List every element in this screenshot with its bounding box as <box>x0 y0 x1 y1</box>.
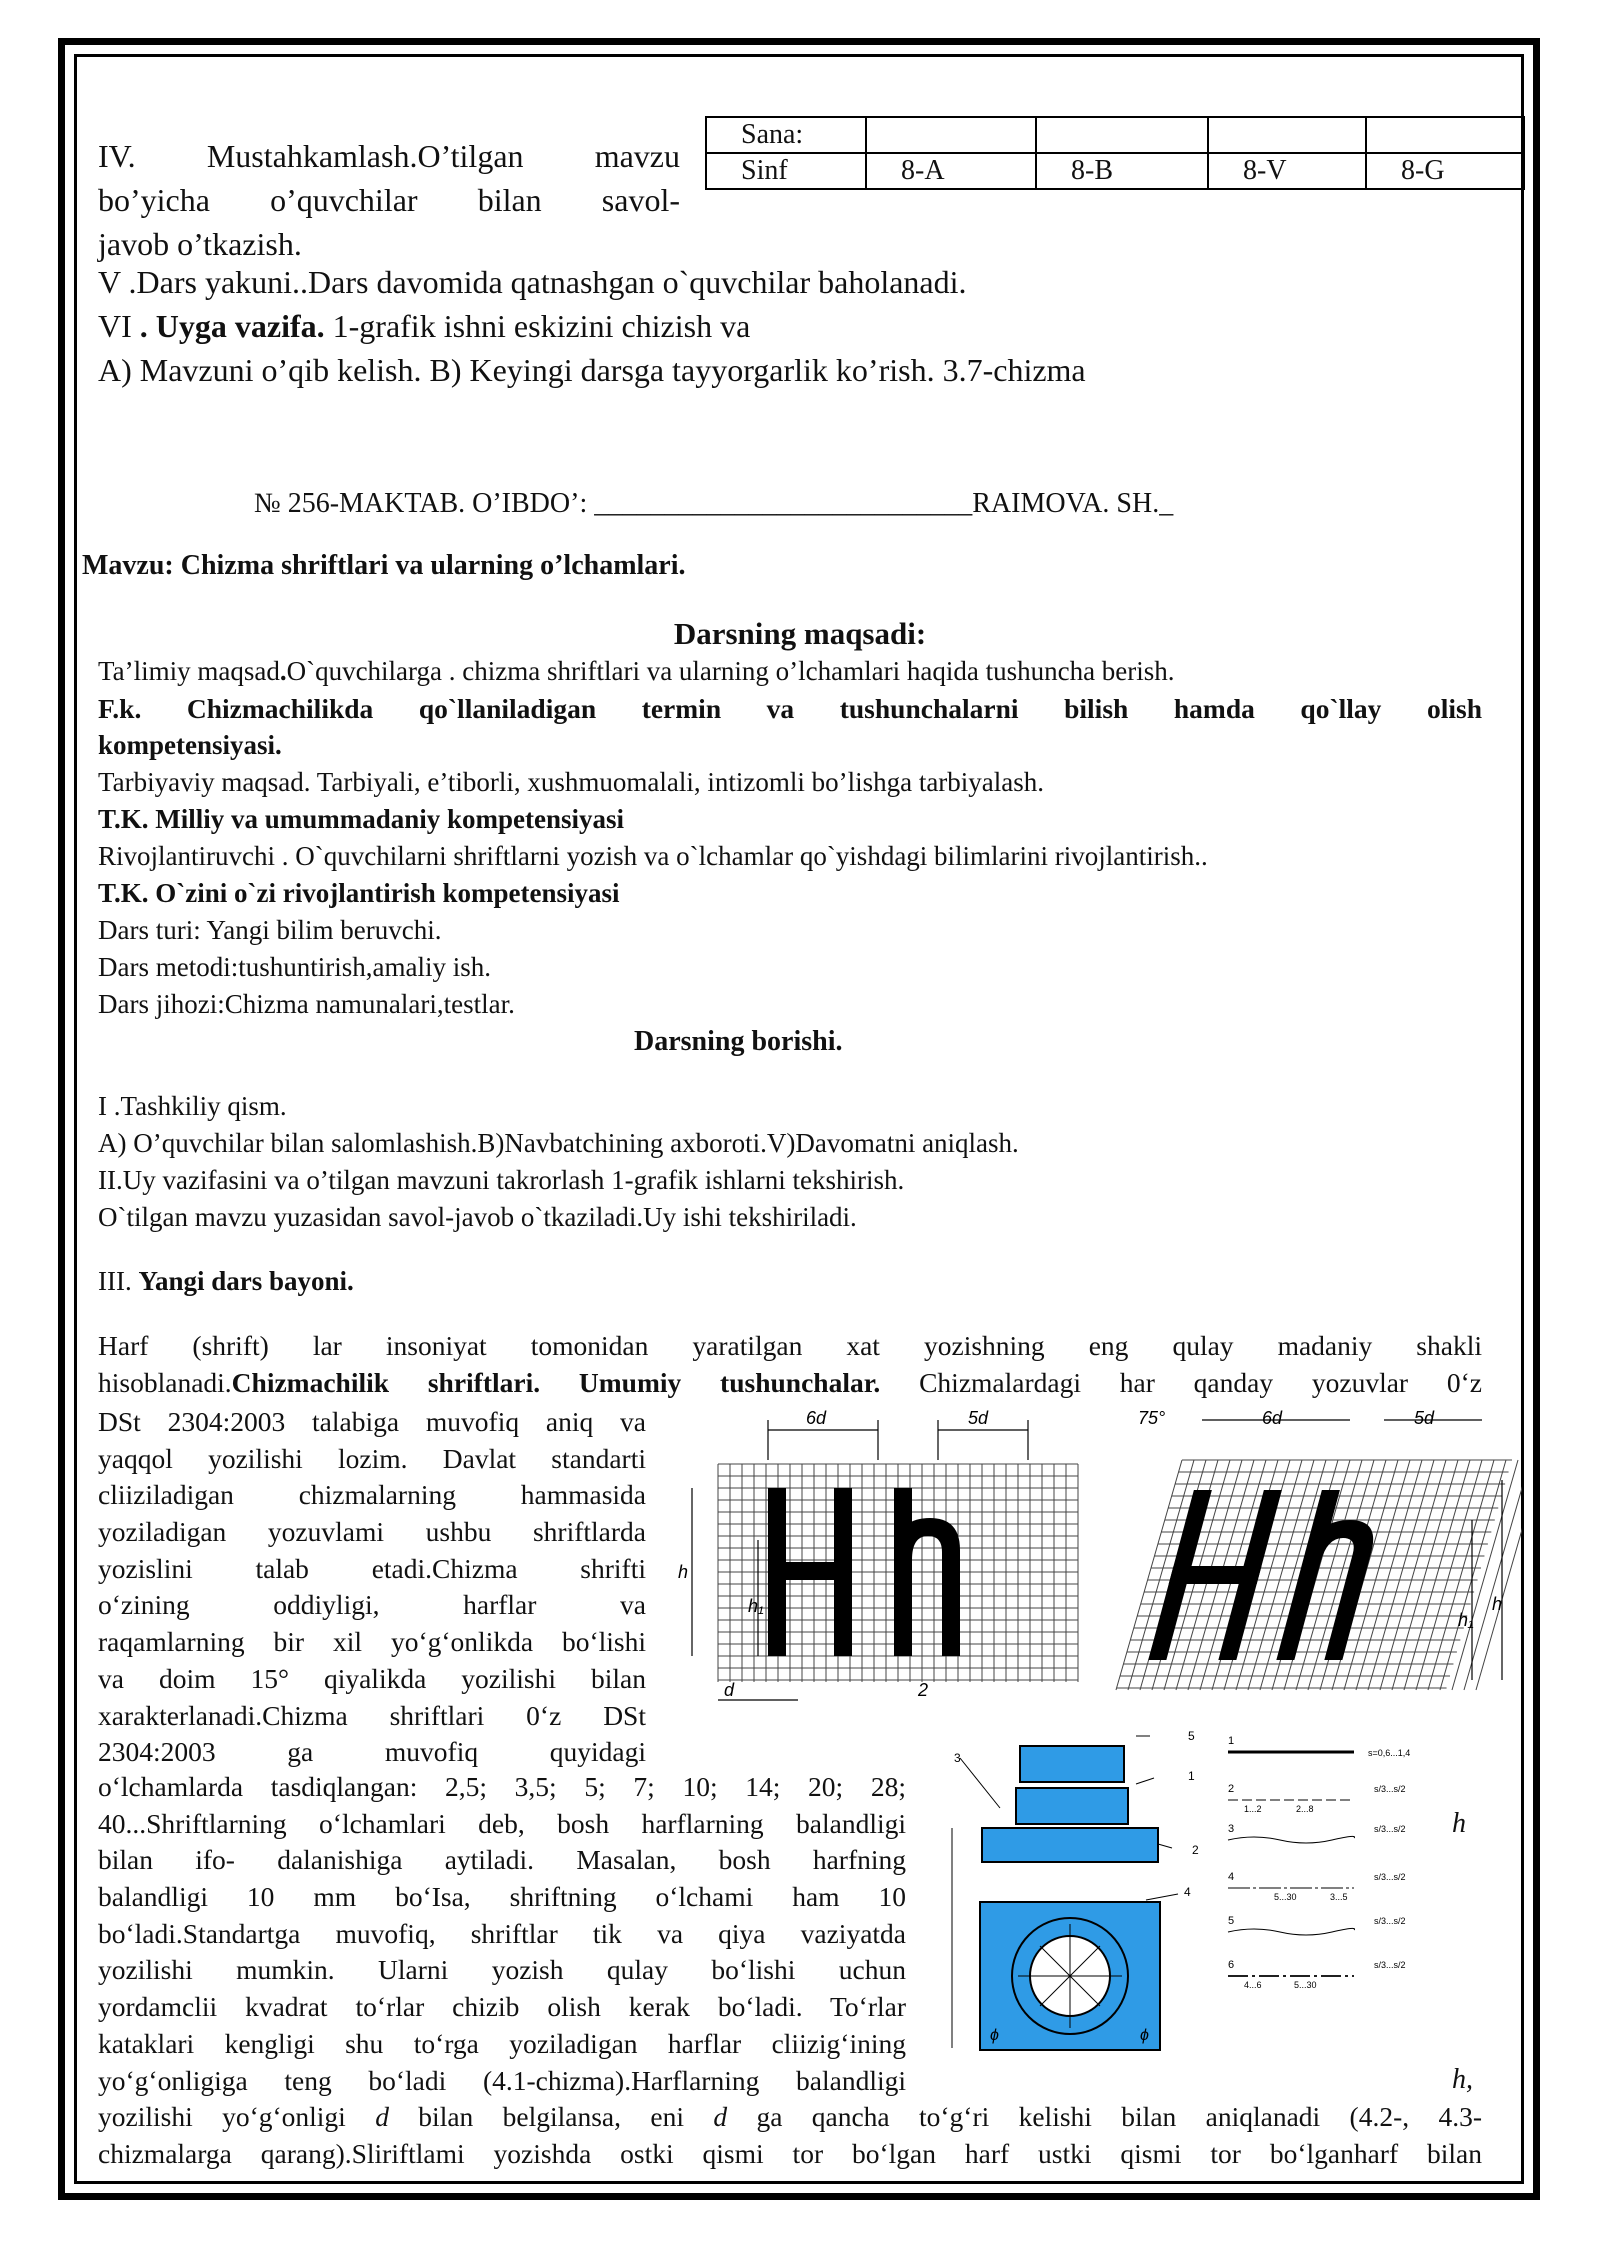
homework-check: II.Uy vazifasini va o’tilgan mavzuni takrorlash 1-grafik ishlarni tekshirish. <box>98 1165 905 1195</box>
body-line: 2304:2003 ga muvofiq quyidagi <box>98 1736 646 1768</box>
body-line: cliiziladigan chizmalarning hammasida <box>98 1479 646 1511</box>
fk-line1: F.k. Chizmachilikda qo`llaniladigan termin va tushunchalarni bilish hamda qo`llay olish <box>98 693 1482 724</box>
class-cell: 8-A <box>866 153 1036 189</box>
lesson-method: Dars metodi:tushuntirish,amaliy ish. <box>98 952 491 982</box>
line-num-5: 5 <box>1228 1915 1235 1927</box>
body-line: chizmalarga qarang).Sliriftlami yozishda ostki qismi tor bo‘lgan harf ustki qismi tor bo‘lganharf bilan <box>98 2138 1482 2169</box>
dim-h: h <box>1492 1594 1503 1614</box>
dim-5d: 5d <box>968 1408 989 1428</box>
line-num-4: 4 <box>1228 1871 1235 1883</box>
line-label: s/3...s/2 <box>1374 1960 1406 1970</box>
dim-h1: h₁ <box>1458 1610 1474 1630</box>
figure-italic-hh <box>1102 1400 1522 1700</box>
body-line: Harf (shrift) lar insoniyat tomonidan yaratilgan xat yozishning eng qulay madaniy shakli <box>98 1330 1482 1361</box>
class-cell: 8-B <box>1036 153 1208 189</box>
dim-2: 2 <box>918 1680 929 1700</box>
body-line: yo‘g‘onligiga teng bo‘ladi (4.1-chizma).Harflarning balandligi <box>98 2064 906 2096</box>
body-line: yaqqol yozilishi lozim. Davlat standarti <box>98 1442 646 1474</box>
body-line: yoziladigan yozuvlami ushbu shriftlarda <box>98 1516 646 1548</box>
body-line: yozislini talab etadi.Chizma shrifti <box>98 1552 646 1584</box>
line-label: s/3...s/2 <box>1374 1872 1406 1882</box>
line-num-2: 2 <box>1228 1783 1235 1795</box>
body-line: balandligi 10 mm bo‘Isa, shriftning o‘lchami ham 10 <box>98 1881 906 1913</box>
lesson-type: Dars turi: Yangi bilim beruvchi. <box>98 915 442 945</box>
item-6-line2: A) Mavzuni o’qib kelish. B) Keyingi darsga tayyorgarlik ko’rish. 3.7-chizma <box>98 352 1086 388</box>
lesson-equipment: Dars jihozi:Chizma namunalari,testlar. <box>98 989 515 1019</box>
phi-right: ϕ <box>1140 2027 1149 2044</box>
body-line: kataklari kengligi shu to‘rga yoziladigan harflar cliizig‘ining <box>98 2027 906 2059</box>
body-line: va doim 15° qiyalikda yozilishi bilan <box>98 1662 646 1694</box>
homework-check-2: O`tilgan mavzu yuzasidan savol-javob o`tkaziladi.Uy ishi tekshiriladi. <box>98 1202 857 1232</box>
dash-label: 4...6 <box>1244 1980 1262 1990</box>
dash-label: 5...30 <box>1294 1980 1317 1990</box>
middle-column-text <box>98 1771 906 2101</box>
upbringing-goal: Tarbiyaviy maqsad. Tarbiyali, e’tiborli, xushmuomalali, intizomli bo’lishga tarbiyalash. <box>98 767 1045 797</box>
educational-goal: Ta’limiy maqsad.O`quvchilarga . chizma shriftlari va ularning o’lchamlari haqida tushuncha berish. <box>98 656 1175 686</box>
tk-2: T.K. O`zini o`zi rivojlantirish kompetensiyasi <box>98 878 620 908</box>
letter-shapes-italic <box>1148 1490 1388 1660</box>
class-cell: 8-V <box>1208 153 1366 189</box>
dim-5d: 5d <box>1414 1408 1435 1428</box>
body-line: bilan ifo- dalanishiga aytiladi. Masalan, bosh harfning <box>98 1844 906 1876</box>
sinf-label: Sinf <box>706 153 866 189</box>
body-line: o‘lchamlarda tasdiqlangan: 2,5; 3,5; 5; 7; 10; 14; 20; 28; <box>98 1771 906 1802</box>
callout-2: 2 <box>1192 1843 1199 1857</box>
item-4-line: bo’yicha o’quvchilar bilan savol- <box>98 182 680 218</box>
body-line: raqamlarning bir xil yo‘g‘onlikda bo‘lishi <box>98 1626 646 1658</box>
item-4-line: javob o’tkazish. <box>98 226 302 262</box>
callout-4: 4 <box>1184 1885 1191 1899</box>
date-class-table <box>705 116 1525 190</box>
line-label: s/3...s/2 <box>1374 1824 1406 1834</box>
dim-h: h <box>678 1562 689 1582</box>
body-line: DSt 2304:2003 talabiga muvofiq aniq va <box>98 1406 646 1437</box>
org-part-a: A) O’quvchilar bilan salomlashish.B)Navbatchining axboroti.V)Davomatni aniqlash. <box>98 1128 1019 1158</box>
figure-parts-drawing <box>940 1728 1210 2068</box>
callout-5: 5 <box>1188 1729 1195 1743</box>
item-4-block <box>98 134 680 266</box>
new-lesson: III. Yangi dars bayoni. <box>98 1266 354 1296</box>
dim-h1: h₁ <box>748 1596 764 1616</box>
body-line: o‘zining oddiyligi, harflar va <box>98 1589 646 1621</box>
figure-line-types <box>1214 1728 1444 2038</box>
body-line: bo‘ladi.Standartga muvofiq, shriftlar tik va qiya vaziyatda <box>98 1917 906 1949</box>
body-line: yozilishi yo‘g‘onligi d bilan belgilansa, eni d ga qancha to‘g‘ri kelishi bilan aniqlanadi (4.2-, 4.3- <box>98 2101 1482 2132</box>
body-line: hisoblanadi.Chizmachilik shriftlari. Umumiy tushunchalar. Chizmalardagi har qanday yozuvlar 0‘z <box>98 1367 1482 1398</box>
phi-left: ϕ <box>990 2027 999 2044</box>
line-num-6: 6 <box>1228 1959 1235 1971</box>
body-line: 40...Shriftlarning o‘lchamlari deb, bosh harflarning balandligi <box>98 1807 906 1839</box>
fk-line2: kompetensiyasi. <box>98 730 282 760</box>
line-label: s/3...s/2 <box>1374 1784 1406 1794</box>
line-label: s/3...s/2 <box>1374 1916 1406 1926</box>
dim-6d: 6d <box>806 1408 827 1428</box>
body-line: xarakterlanadi.Chizma shriftlari 0‘z DSt <box>98 1699 646 1731</box>
lesson-topic: Mavzu: Chizma shriftlari va ularning o’lchamlari. <box>82 550 686 581</box>
item-5: V .Dars yakuni..Dars davomida qatnashgan o`quvchilar baholanadi. <box>98 264 967 300</box>
school-line: № 256-MAKTAB. O’IBDO’: ___________________________RAIMOVA. SH._ <box>254 488 1174 519</box>
line-num-1: 1 <box>1228 1735 1235 1747</box>
process-heading: Darsning borishi. <box>634 1026 843 1057</box>
body-line: yordamclii kvadrat to‘rlar chizib olish kerak bo‘ladi. To‘rlar <box>98 1991 906 2023</box>
h-mark: h <box>1452 1808 1466 1839</box>
sana-label: Sana: <box>706 117 866 153</box>
callout-1: 1 <box>1188 1769 1195 1783</box>
dim-6d: 6d <box>1262 1408 1283 1428</box>
item-4-line: IV. Mustahkamlash.O’tilgan mavzu <box>98 138 680 174</box>
dim-75: 75° <box>1138 1408 1166 1428</box>
org-part: I .Tashkiliy qism. <box>98 1091 287 1121</box>
goals-heading: Darsning maqsadi: <box>673 616 927 651</box>
left-column-text <box>98 1404 646 1771</box>
figure-upright-hh <box>668 1400 1098 1730</box>
class-cell: 8-G <box>1366 153 1524 189</box>
line-label: s=0,6...1,4 <box>1368 1748 1411 1758</box>
dash-label: 1...2 <box>1244 1804 1262 1814</box>
item-6: VI . Uyga vazifa. 1-grafik ishni eskizini chizish va <box>98 308 751 344</box>
h-mark: h, <box>1452 2064 1473 2095</box>
callout-3: 3 <box>954 1751 961 1765</box>
dash-label: 2...8 <box>1296 1804 1314 1814</box>
line-num-3: 3 <box>1228 1823 1235 1835</box>
dim-d: d <box>724 1680 735 1700</box>
body-line: yozilishi mumkin. Ularni yozish qulay bo‘lishi uchun <box>98 1954 906 1986</box>
dash-label: 3...5 <box>1330 1892 1348 1902</box>
tk-1: T.K. Milliy va umummadaniy kompetensiyasi <box>98 804 625 834</box>
development-goal: Rivojlantiruvchi . O`quvchilarni shriftlarni yozish va o`lchamlar qo`yishdagi bilimlarini rivojlantirish.. <box>98 841 1208 871</box>
dash-label: 5...30 <box>1274 1892 1297 1902</box>
